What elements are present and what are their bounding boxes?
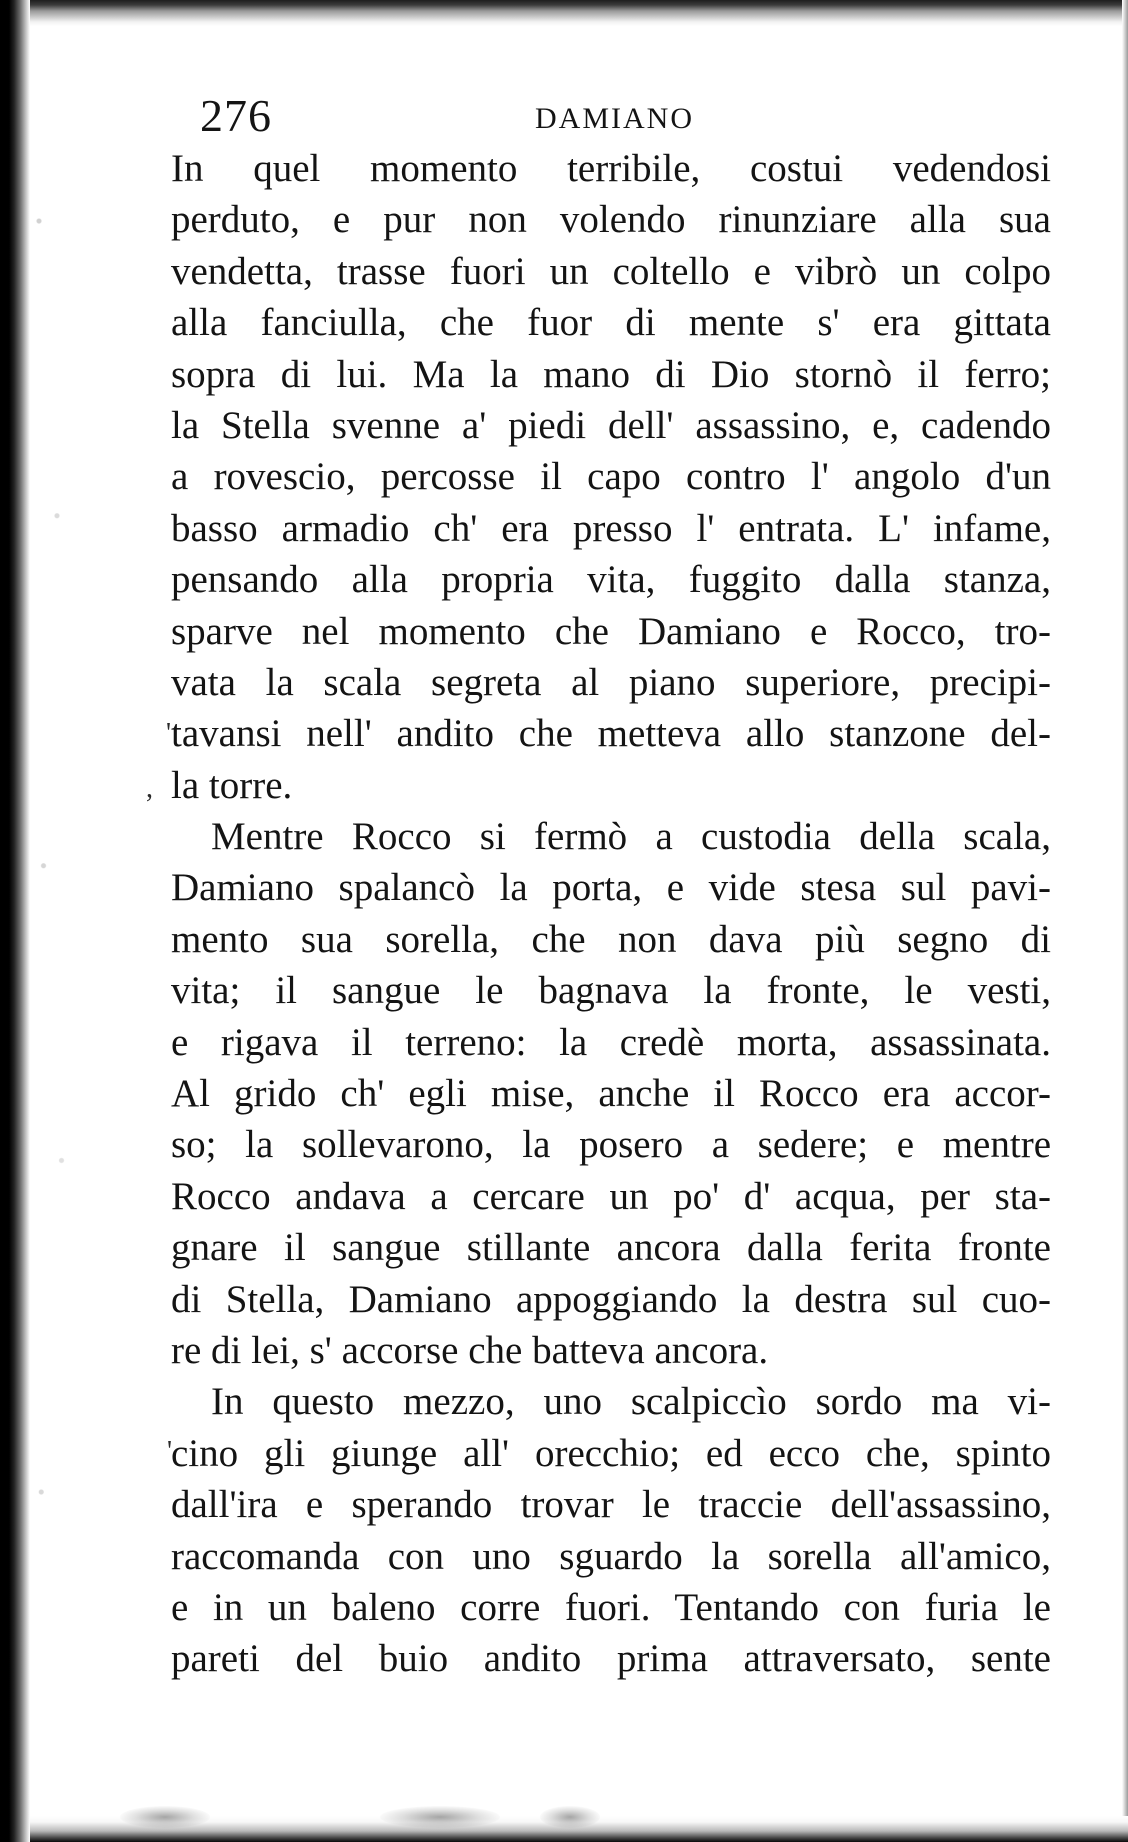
text-line: dall'ira e sperando trovar le traccie dell'assassino, [171,1483,1051,1527]
margin-mark: , [146,773,153,804]
page-number: 276 [200,90,272,141]
text-line: sparve nel momento che Damiano e Rocco, tro- [171,609,1051,653]
text-line: cino gli giunge all' orecchio; ed ecco che, spinto [171,1431,1051,1475]
text-line: alla fanciulla, che fuor di mente s' era gittata [171,301,1051,345]
text-line: sopra di lui. Ma la mano di Dio stornò il ferro; [171,352,1051,396]
right-page-edge [1122,0,1128,1842]
book-binding-edge [0,0,30,1842]
text-line: tavansi nell' andito che metteva allo stanzone del- [171,712,1051,756]
text-line: mento sua sorella, che non dava più segno di [171,917,1051,961]
text-line: e in un baleno corre fuori. Tentando con furia le [171,1585,1051,1629]
text-line: so; la sollevarono, la posero a sedere; e mentre [171,1123,1051,1167]
text-line: basso armadio ch' era presso l' entrata. L' infame, [171,506,1051,550]
ink-smudge [540,1806,600,1828]
text-line: In quel momento terribile, costui vedendosi [171,147,1051,190]
text-line: vata la scala segreta al piano superiore, precipi- [171,660,1051,704]
text-line: raccomanda con uno sguardo la sorella all'amico, [171,1534,1051,1578]
top-page-edge [30,0,1128,26]
text-line: In questo mezzo, uno scalpiccìo sordo ma vi- [211,1380,1051,1424]
text-line: Damiano spalancò la porta, e vide stesa sul pavi- [171,866,1051,910]
ink-smudge [380,1806,500,1828]
text-line: Al grido ch' egli mise, anche il Rocco era accor- [171,1072,1051,1116]
text-line: pareti del buio andito prima attraversato, sente [171,1637,1051,1681]
ink-smudge [120,1806,210,1828]
margin-mark: ' [167,1436,173,1467]
text-line: pensando alla propria vita, fuggito dalla stanza, [171,558,1051,602]
margin-mark: ' [166,718,172,749]
text-line: la torre. [171,763,293,807]
text-line: gnare il sangue stillante ancora dalla ferita fronte [171,1226,1051,1270]
text-line: re di lei, s' accorse che batteva ancora. [171,1328,769,1372]
text-line: vendetta, trasse fuori un coltello e vibrò un colpo [171,249,1051,293]
text-line: a rovescio, percosse il capo contro l' angolo d'un [171,455,1051,499]
text-line: di Stella, Damiano appoggiando la destra sul cuo- [171,1277,1051,1321]
text-line: e rigava il terreno: la credè morta, assassinata. [171,1020,1051,1064]
text-line: vita; il sangue le bagnava la fronte, le vesti, [171,969,1051,1013]
binding-speckle [30,0,75,1842]
text-line: perduto, e pur non volendo rinunziare alla sua [171,198,1051,242]
text-line: la Stella svenne a' piedi dell' assassino, e, cadendo [171,403,1051,447]
text-line: Rocco andava a cercare un po' d' acqua, per sta- [171,1174,1051,1218]
page-header [0,86,1128,146]
body-text [171,143,1051,1685]
text-line: Mentre Rocco si fermò a custodia della scala, [211,815,1051,859]
running-head: DAMIANO [535,102,694,135]
